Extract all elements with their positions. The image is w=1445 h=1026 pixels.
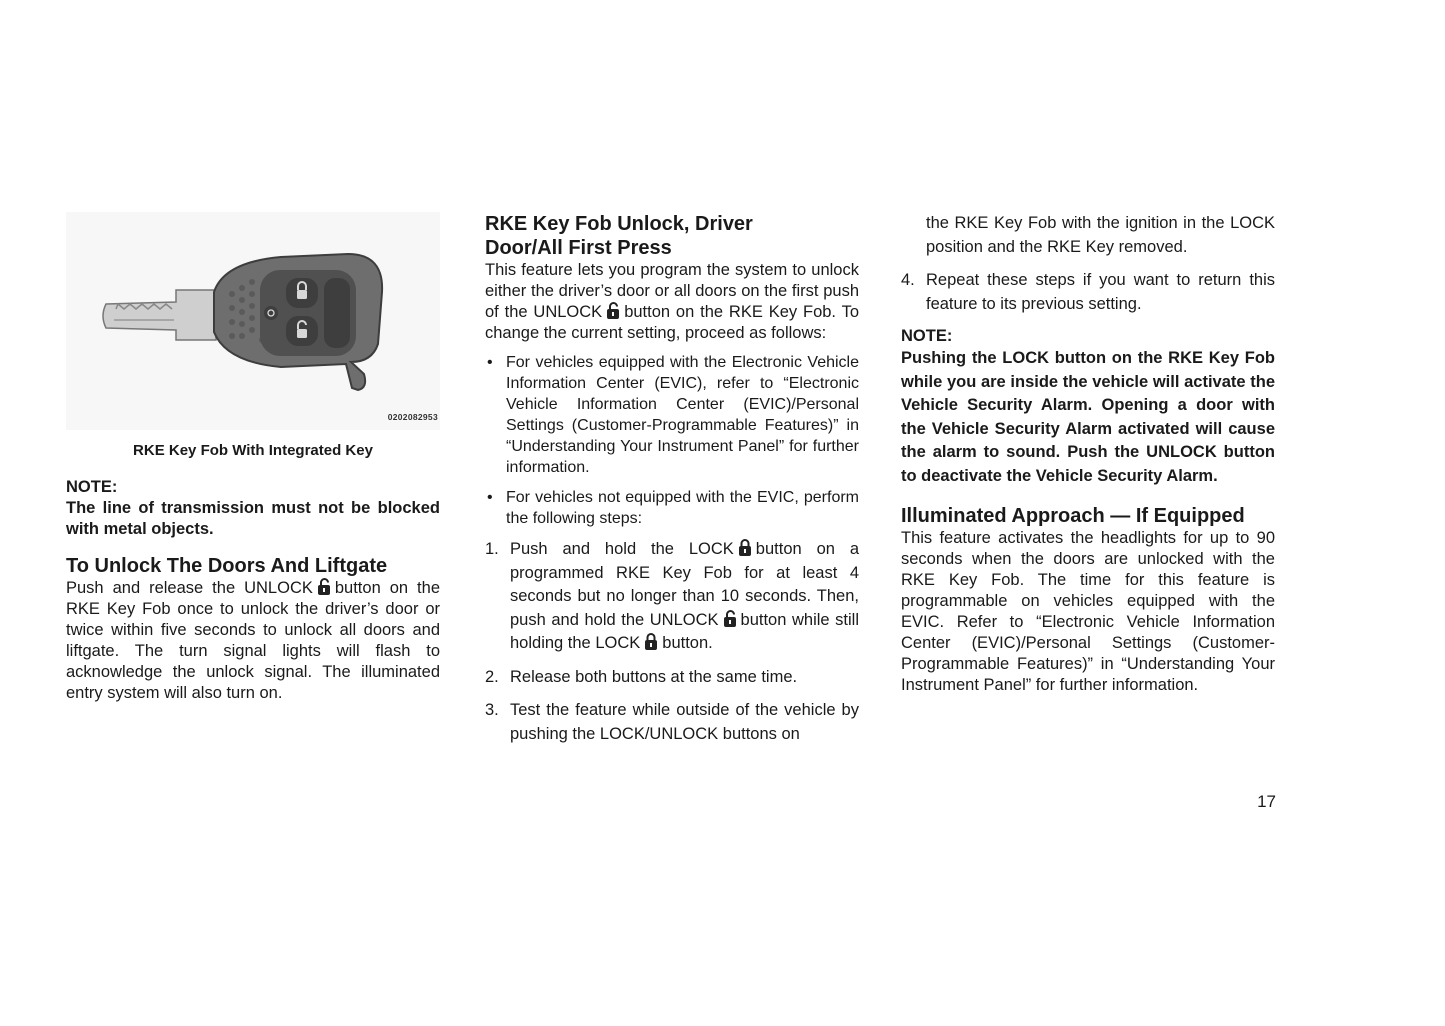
list-item (485, 538, 859, 656)
note-text: Pushing the LOCK button on the RKE Key Fob while you are inside the vehicle will activate the Vehicle Security Alarm. Opening a door with the Vehicle Security Alarm activated will cause the alarm to sound. Push the UNLOCK button to deactivate the Vehicle Security Alarm. (901, 349, 1275, 485)
note-label: NOTE: (901, 327, 953, 345)
intro-text-part-b: button on the RKE Key Fob. To change the current setting, proceed as follows: (485, 303, 859, 342)
steps-list (485, 538, 859, 746)
list-item (901, 269, 1275, 316)
unlock-paragraph (66, 578, 440, 704)
right-column (901, 212, 1275, 696)
list-item (901, 212, 1275, 259)
unlock-icon (317, 578, 331, 595)
heading-line-2: Door/All First Press (485, 237, 672, 259)
note-text: The line of transmission must not be blocked with metal objects. (66, 499, 440, 538)
steps-list-continued (901, 212, 1275, 316)
step-number: 2. (485, 667, 499, 686)
unlock-text-part-a: Push and release the UNLOCK (66, 579, 313, 597)
approach-paragraph: This feature activates the headlights for up to 90 seconds when the doors are unlocked with the RKE Key Fob. The time for this feature is programmable on vehicles equipped with the EVIC. Refer to “Electronic Vehicle Information Center (EVIC)/Personal Settings (Customer-Programmable Features)” in “Understanding Your Instrument Panel” for further information. (901, 529, 1275, 694)
step1-text-a: Push and hold the LOCK (510, 540, 734, 558)
step4-text: Repeat these steps if you want to return this feature to its previous setting. (926, 271, 1275, 313)
step2-text: Release both buttons at the same time. (510, 667, 798, 686)
section-heading-approach: Illuminated Approach — If Equipped (901, 505, 1245, 527)
unlock-text-part-b: button on the RKE Key Fob once to unlock the driver’s door or twice within five seconds to unlock all doors and liftgate. The turn signal lights will flash to acknowledge the unlock signal. The illuminated entry system will also turn on. (66, 579, 440, 702)
step3-text-continued: the RKE Key Fob with the ignition in the LOCK position and the RKE Key removed. (926, 214, 1275, 256)
page-number: 17 (1257, 792, 1276, 811)
step1-text-d: button. (662, 634, 713, 652)
step1-text-c: button while still holding the LOCK (510, 610, 859, 652)
unlock-icon (606, 302, 620, 319)
lock-icon (738, 539, 752, 556)
bullet-list (485, 352, 859, 529)
left-column (66, 212, 440, 704)
step1-text-b: button on a programmed RKE Key Fob for at least 4 seconds but no longer than 10 seconds. Then, push and hold the UNLOCK (510, 540, 859, 629)
step3-text: Test the feature while outside of the vehicle by pushing the LOCK/UNLOCK buttons on (510, 701, 859, 743)
middle-column (485, 212, 859, 756)
figure-code: 0202082953 (387, 412, 438, 422)
list-item: • For vehicles equipped with the Electronic Vehicle Information Center (EVIC), refer to “Electronic Vehicle Information Center (EVIC)/Personal Settings (Customer-Programmable Features)” in “Understanding Your Instrument Panel” for further information. (485, 352, 859, 478)
note-label: NOTE: (66, 478, 118, 496)
key-fob-illustration (66, 212, 440, 430)
figure-caption: RKE Key Fob With Integrated Key (133, 442, 373, 459)
list-item: • For vehicles not equipped with the EVIC, perform the following steps: (485, 487, 859, 529)
intro-text-part-a: This feature lets you program the system to unlock either the driver’s door or all doors on the first push of the UNLOCK (485, 261, 859, 321)
lock-icon (644, 633, 658, 650)
list-item (485, 699, 859, 746)
section-heading-unlock: To Unlock The Doors And Liftgate (66, 555, 388, 577)
list-item (485, 666, 859, 690)
step-number: 3. (485, 701, 499, 719)
step-number: 4. (901, 271, 915, 289)
intro-paragraph (485, 260, 859, 344)
heading-line-1: RKE Key Fob Unlock, Driver (485, 213, 753, 235)
unlock-icon (723, 610, 737, 627)
section-heading-first-press (485, 212, 859, 260)
step-number: 1. (485, 540, 499, 558)
key-fob-figure (66, 212, 440, 430)
